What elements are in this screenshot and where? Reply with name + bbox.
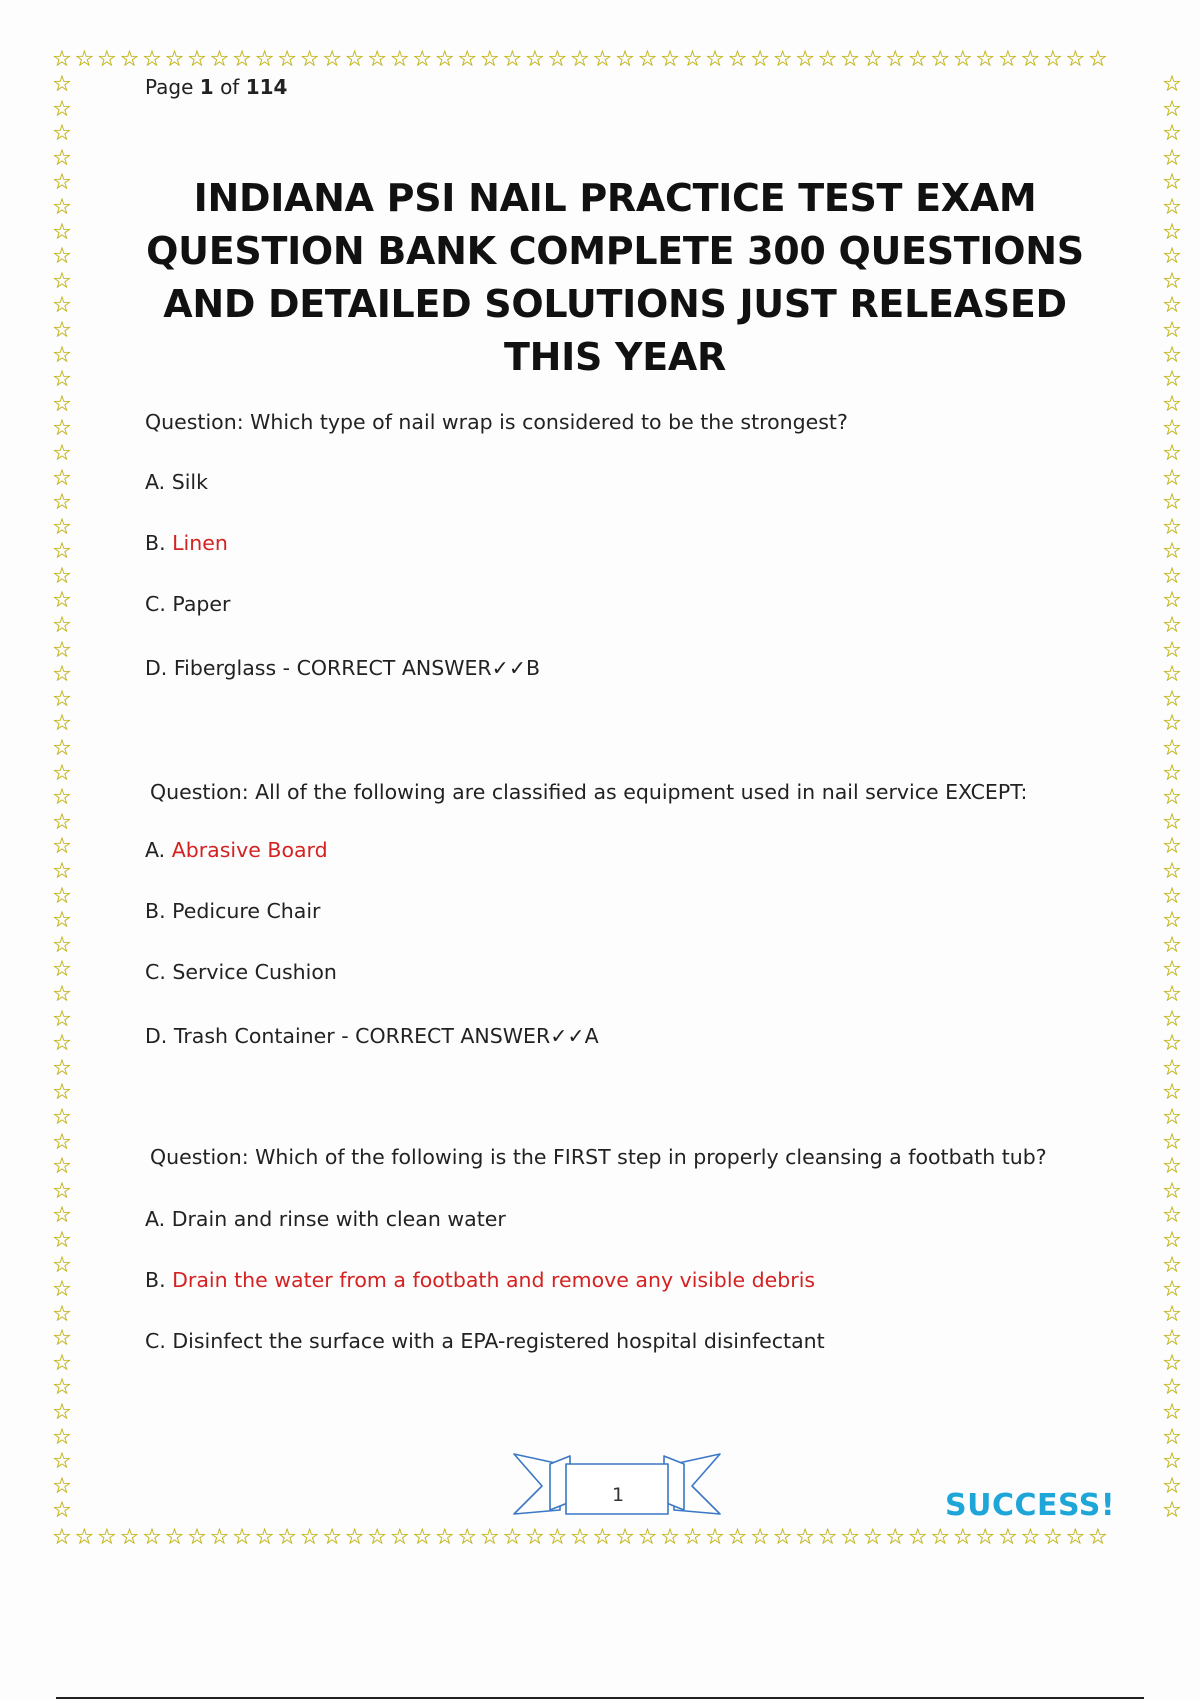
star-icon: ☆ <box>52 1154 72 1180</box>
star-icon: ☆ <box>52 1178 72 1204</box>
star-icon: ☆ <box>1162 1080 1182 1106</box>
star-icon: ☆ <box>52 1449 72 1475</box>
star-icon: ☆ <box>1162 1055 1182 1081</box>
document-title: INDIANA PSI NAIL PRACTICE TEST EXAM QUESTION BANK COMPLETE 300 QUESTIONS AND DETAILED SOLUTIONS JUST RELEASED THIS YEAR <box>146 176 1084 379</box>
star-icon: ☆ <box>52 932 72 958</box>
star-icon: ☆ <box>52 1424 72 1450</box>
star-icon: ☆ <box>52 317 72 343</box>
star-icon: ☆ <box>52 514 72 540</box>
star-icon: ☆ <box>52 563 72 589</box>
star-icon: ☆ <box>1162 342 1182 368</box>
star-icon: ☆ <box>1162 1277 1182 1303</box>
option-text: Silk <box>171 470 208 494</box>
star-icon: ☆ <box>52 662 72 688</box>
star-icon: ☆ <box>52 981 72 1007</box>
star-icon: ☆ <box>1162 514 1182 540</box>
star-icon: ☆ <box>52 170 72 196</box>
option-text: Pedicure Chair <box>172 899 321 923</box>
star-icon: ☆ <box>52 367 72 393</box>
star-icon: ☆ <box>52 834 72 860</box>
star-icon: ☆ <box>1162 1375 1182 1401</box>
question-1: Question: Which type of nail wrap is considered to be the strongest? <box>145 410 848 434</box>
star-icon: ☆ <box>1162 785 1182 811</box>
star-icon: ☆ <box>1162 194 1182 220</box>
option-letter: A. <box>145 470 166 494</box>
star-icon: ☆ <box>1162 834 1182 860</box>
star-icon: ☆ <box>1162 613 1182 639</box>
star-icon: ☆ <box>52 613 72 639</box>
star-icon: ☆ <box>1162 981 1182 1007</box>
star-border-top: ☆☆☆☆☆☆☆☆☆☆☆☆☆☆☆☆☆☆☆☆☆☆☆☆☆☆☆☆☆☆☆☆☆☆☆☆☆☆☆☆☆☆☆☆☆☆☆ <box>52 49 1111 71</box>
star-icon: ☆ <box>52 1055 72 1081</box>
option-letter: C. <box>145 960 166 984</box>
star-icon: ☆ <box>52 1031 72 1057</box>
star-icon: ☆ <box>1162 883 1182 909</box>
star-icon: ☆ <box>52 416 72 442</box>
star-icon: ☆ <box>52 908 72 934</box>
star-icon: ☆ <box>52 957 72 983</box>
success-text: SUCCESS! <box>945 1488 1116 1523</box>
question-2-option-a <box>145 838 328 862</box>
star-icon: ☆ <box>1162 809 1182 835</box>
star-icon: ☆ <box>1162 563 1182 589</box>
star-border-right <box>1160 74 1184 1526</box>
star-icon: ☆ <box>1162 957 1182 983</box>
star-icon: ☆ <box>1162 268 1182 294</box>
star-icon: ☆ <box>52 760 72 786</box>
star-icon: ☆ <box>52 539 72 565</box>
star-icon: ☆ <box>1162 1129 1182 1155</box>
option-letter: D. <box>145 656 168 680</box>
star-icon: ☆ <box>52 711 72 737</box>
question-3-option-c <box>145 1329 825 1353</box>
star-icon: ☆ <box>52 490 72 516</box>
star-icon: ☆ <box>52 391 72 417</box>
star-icon: ☆ <box>52 1498 72 1524</box>
star-icon: ☆ <box>52 96 72 122</box>
star-border-bottom: ☆☆☆☆☆☆☆☆☆☆☆☆☆☆☆☆☆☆☆☆☆☆☆☆☆☆☆☆☆☆☆☆☆☆☆☆☆☆☆☆☆☆☆☆☆☆☆ <box>52 1527 1111 1549</box>
star-icon: ☆ <box>1162 145 1182 171</box>
question-2: Question: All of the following are classified as equipment used in nail service EXCEPT: <box>150 780 1028 804</box>
star-icon: ☆ <box>52 1227 72 1253</box>
star-icon: ☆ <box>52 145 72 171</box>
question-3-option-a <box>145 1207 506 1231</box>
star-icon: ☆ <box>1162 1203 1182 1229</box>
star-icon: ☆ <box>52 1350 72 1376</box>
star-icon: ☆ <box>1162 440 1182 466</box>
star-icon: ☆ <box>52 588 72 614</box>
page-total: 114 <box>245 75 288 99</box>
star-icon: ☆ <box>1162 416 1182 442</box>
option-letter: A. <box>145 1207 166 1231</box>
page-current: 1 <box>199 75 214 99</box>
star-icon: ☆ <box>1162 1104 1182 1130</box>
option-text-highlighted: Linen <box>172 531 228 555</box>
star-icon: ☆ <box>52 342 72 368</box>
star-icon: ☆ <box>52 859 72 884</box>
option-letter: C. <box>145 592 166 616</box>
option-text: Trash Container - CORRECT ANSWER✓✓A <box>173 1024 599 1048</box>
star-icon: ☆ <box>1162 1154 1182 1180</box>
star-icon: ☆ <box>1162 1449 1182 1475</box>
question-3: Question: Which of the following is the FIRST step in properly cleansing a footbath tub? <box>150 1145 1047 1169</box>
star-icon: ☆ <box>1162 859 1182 884</box>
star-icon: ☆ <box>1162 1031 1182 1057</box>
star-icon: ☆ <box>1162 1498 1182 1524</box>
star-icon: ☆ <box>1162 1178 1182 1204</box>
star-icon: ☆ <box>52 686 72 712</box>
star-icon: ☆ <box>1162 244 1182 270</box>
star-icon: ☆ <box>1162 391 1182 417</box>
option-text-highlighted: Drain the water from a footbath and remove any visible debris <box>172 1268 816 1292</box>
star-icon: ☆ <box>1162 490 1182 516</box>
star-icon: ☆ <box>52 785 72 811</box>
star-icon: ☆ <box>52 1104 72 1130</box>
star-icon: ☆ <box>1162 1424 1182 1450</box>
bottom-divider <box>56 1697 1144 1699</box>
star-icon: ☆ <box>1162 74 1182 97</box>
star-icon: ☆ <box>52 809 72 835</box>
star-icon: ☆ <box>52 194 72 220</box>
star-icon: ☆ <box>1162 1252 1182 1278</box>
star-icon: ☆ <box>1162 1301 1182 1327</box>
star-icon: ☆ <box>52 121 72 147</box>
star-icon: ☆ <box>52 1301 72 1327</box>
option-text-highlighted: Abrasive Board <box>171 838 328 862</box>
star-icon: ☆ <box>52 244 72 270</box>
star-icon: ☆ <box>52 1252 72 1278</box>
star-icon: ☆ <box>1162 1350 1182 1376</box>
option-letter: C. <box>145 1329 166 1353</box>
option-text: Paper <box>172 592 231 616</box>
star-icon: ☆ <box>1162 367 1182 393</box>
star-icon: ☆ <box>52 268 72 294</box>
star-icon: ☆ <box>1162 686 1182 712</box>
star-icon: ☆ <box>52 219 72 245</box>
option-letter: D. <box>145 1024 168 1048</box>
star-icon: ☆ <box>52 465 72 491</box>
question-1-option-d <box>145 656 540 680</box>
star-icon: ☆ <box>52 1400 72 1426</box>
star-icon: ☆ <box>1162 539 1182 565</box>
star-icon: ☆ <box>1162 1227 1182 1253</box>
option-letter: B. <box>145 531 166 555</box>
option-letter: A. <box>145 838 166 862</box>
star-icon: ☆ <box>52 1203 72 1229</box>
star-icon: ☆ <box>1162 711 1182 737</box>
star-icon: ☆ <box>52 736 72 762</box>
option-text: Service Cushion <box>172 960 337 984</box>
star-icon: ☆ <box>52 1375 72 1401</box>
question-2-option-c <box>145 960 337 984</box>
star-icon: ☆ <box>52 1129 72 1155</box>
star-icon: ☆ <box>1162 317 1182 343</box>
star-icon: ☆ <box>1162 760 1182 786</box>
page-of-label: of <box>220 75 240 99</box>
option-text: Drain and rinse with clean water <box>171 1207 506 1231</box>
star-icon: ☆ <box>52 1277 72 1303</box>
question-1-option-b <box>145 531 228 555</box>
question-2-option-b <box>145 899 320 923</box>
star-icon: ☆ <box>1162 637 1182 663</box>
star-icon: ☆ <box>1162 662 1182 688</box>
star-icon: ☆ <box>1162 293 1182 319</box>
question-3-option-b <box>145 1268 815 1292</box>
star-icon: ☆ <box>52 74 72 97</box>
question-2-option-d <box>145 1024 599 1048</box>
star-icon: ☆ <box>1162 932 1182 958</box>
star-icon: ☆ <box>1162 96 1182 122</box>
question-1-option-c <box>145 592 230 616</box>
option-letter: B. <box>145 899 166 923</box>
option-text: Fiberglass - CORRECT ANSWER✓✓B <box>173 656 541 680</box>
star-icon: ☆ <box>1162 588 1182 614</box>
page-label: Page <box>145 75 194 99</box>
star-icon: ☆ <box>52 1080 72 1106</box>
option-text: Disinfect the surface with a EPA-registered hospital disinfectant <box>172 1329 825 1353</box>
star-icon: ☆ <box>1162 465 1182 491</box>
star-icon: ☆ <box>1162 736 1182 762</box>
star-icon: ☆ <box>1162 908 1182 934</box>
star-icon: ☆ <box>1162 170 1182 196</box>
star-icon: ☆ <box>52 637 72 663</box>
star-border-left <box>50 74 74 1526</box>
star-icon: ☆ <box>1162 1326 1182 1352</box>
star-icon: ☆ <box>1162 1400 1182 1426</box>
star-icon: ☆ <box>1162 1473 1182 1499</box>
question-1-option-a <box>145 470 208 494</box>
star-icon: ☆ <box>52 1326 72 1352</box>
star-icon: ☆ <box>52 440 72 466</box>
star-icon: ☆ <box>52 293 72 319</box>
star-icon: ☆ <box>1162 219 1182 245</box>
star-icon: ☆ <box>52 1473 72 1499</box>
page-number <box>145 75 287 99</box>
star-icon: ☆ <box>1162 121 1182 147</box>
option-letter: B. <box>145 1268 166 1292</box>
ribbon-page-number: 1 <box>611 1484 625 1506</box>
star-icon: ☆ <box>1162 1006 1182 1032</box>
star-icon: ☆ <box>52 1006 72 1032</box>
star-icon: ☆ <box>52 883 72 909</box>
